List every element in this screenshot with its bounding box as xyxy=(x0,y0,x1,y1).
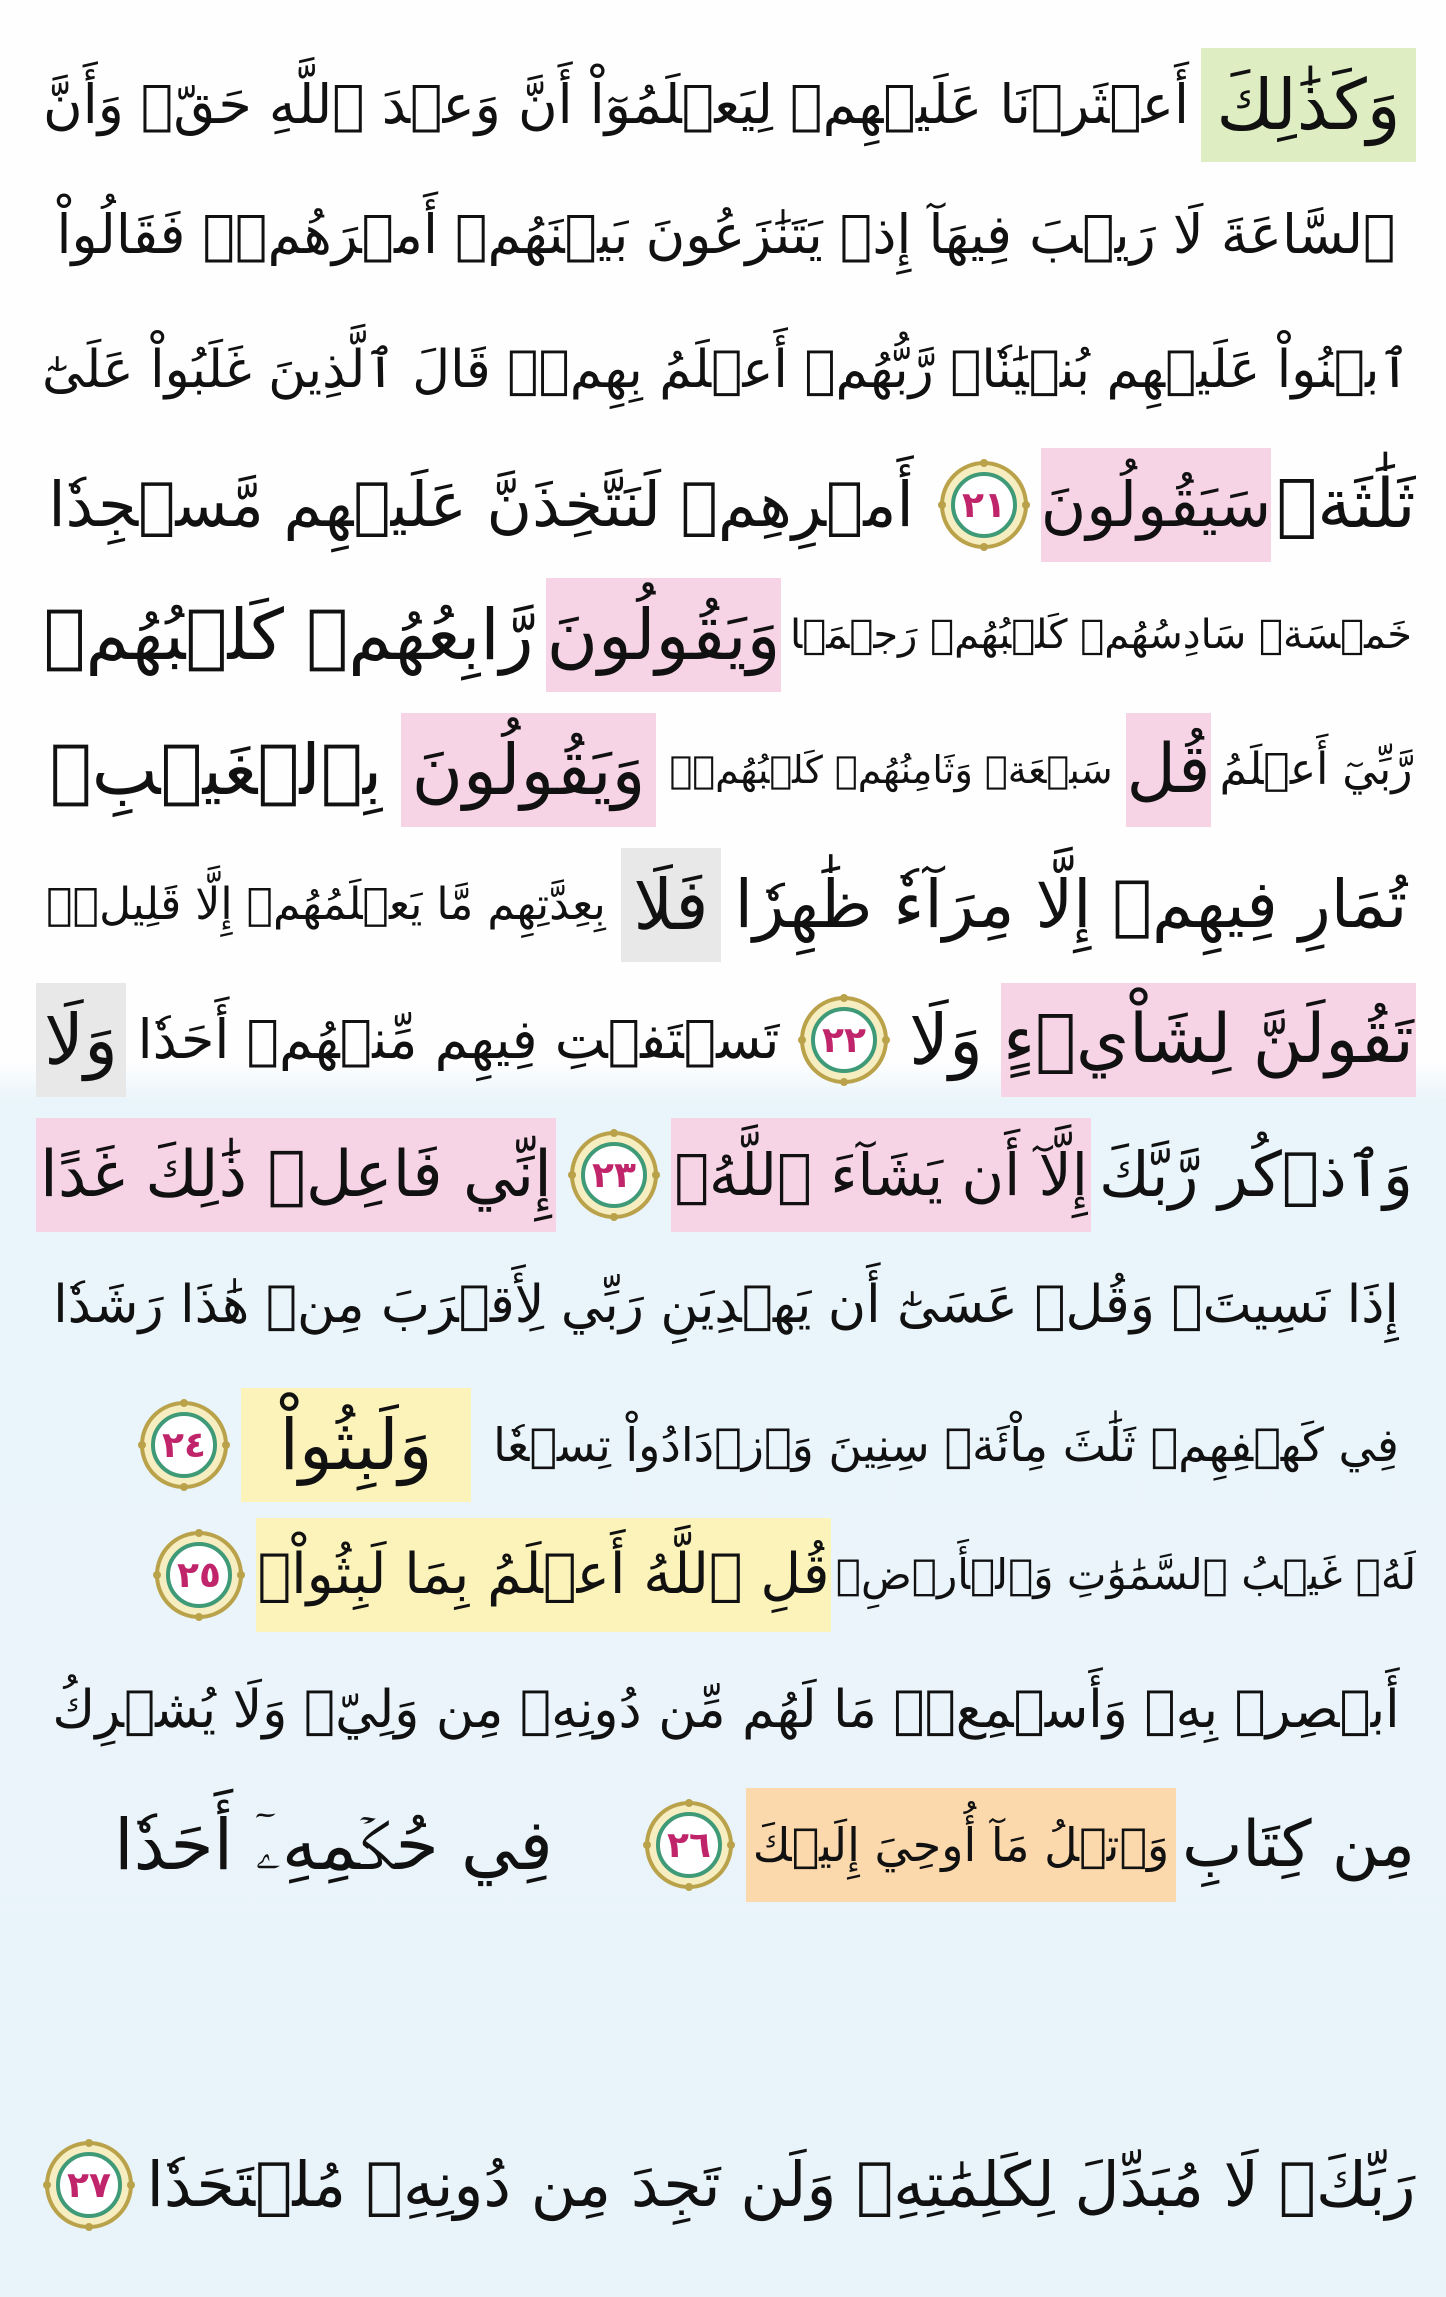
highlighted-word: وَٱتۡلُ مَآ أُوحِيَ إِلَيۡكَ xyxy=(746,1788,1176,1902)
verse-text: رَبِّكَۖ لَا مُبَدِّلَ لِكَلِمَٰتِهِۦ وَلَن تَجِدَ مِن دُونِهِۦ مُلۡتَحَدٗا xyxy=(146,2148,1416,2221)
highlighted-word: وَيَقُولُونَ xyxy=(546,578,781,692)
verse-text: تَسۡتَفۡتِ فِيهِم مِّنۡهُمۡ أَحَدٗا xyxy=(137,1008,780,1071)
verse-text: فِي كَهۡفِهِمۡ ثَلَٰثَ مِاْئَةٖ سِنِينَ وَٱزۡدَادُواْ تِسۡعٗا xyxy=(493,1418,1399,1472)
verse-text: بِٱلۡغَيۡبِۖ xyxy=(49,729,383,811)
verse-number-marker xyxy=(937,458,1031,552)
highlighted-word: وَلَا xyxy=(36,983,126,1097)
verse-text: رَّابِعُهُمۡ كَلۡبُهُمۡ xyxy=(43,594,534,676)
quran-line xyxy=(0,1780,1446,1910)
highlighted-word: فَلَا xyxy=(621,848,721,962)
verse-number: ٢٣ xyxy=(592,1154,636,1196)
verse-text: مِن كِتَابِ xyxy=(1182,1808,1415,1882)
quran-line xyxy=(0,170,1446,300)
highlighted-word: تَقُولَنَّ لِشَاْيۡءٍ xyxy=(1001,983,1416,1097)
verse-number-marker xyxy=(567,1128,661,1222)
verse-text: تُمَارِ فِيهِمۡ إِلَّا مِرَآءٗ ظَٰهِرٗا xyxy=(734,866,1408,943)
verse-number: ٢١ xyxy=(962,484,1006,526)
verse-number-marker xyxy=(642,1798,736,1892)
quran-line xyxy=(0,1380,1446,1510)
verse-number: ٢٧ xyxy=(67,2164,111,2206)
verse-text: أَمۡرِهِمۡ لَنَتَّخِذَنَّ عَلَيۡهِم مَّسۡجِدٗا xyxy=(48,468,914,541)
quran-line xyxy=(0,1110,1446,1240)
quran-line xyxy=(0,840,1446,970)
quran-line xyxy=(0,570,1446,700)
verse-text: أَعۡثَرۡنَا عَلَيۡهِمۡ لِيَعۡلَمُوٓاْ أَنَّ وَعۡدَ ٱللَّهِ حَقّٞ وَأَنَّ xyxy=(43,73,1189,136)
quran-line xyxy=(0,705,1446,835)
verse-text: رَّبِّيٓ أَعۡلَمُ xyxy=(1219,744,1413,795)
highlighted-word: وَكَذَٰلِكَ xyxy=(1201,48,1416,162)
verse-text: وَٱذۡكُر رَّبَّكَ xyxy=(1099,1138,1413,1211)
verse-text: ٱلسَّاعَةَ لَا رَيۡبَ فِيهَآ إِذۡ يَتَنَٰزَعُونَ بَيۡنَهُمۡ أَمۡرَهُمۡۖ فَقَالُواْ xyxy=(56,203,1396,266)
verse-number-marker xyxy=(137,1398,231,1492)
verse-number-marker xyxy=(152,1528,246,1622)
verse-number: ٢٤ xyxy=(162,1424,206,1466)
quran-line xyxy=(0,2120,1446,2250)
verse-text: خَمۡسَةٞ سَادِسُهُمۡ كَلۡبُهُمۡ رَجۡمَۢا xyxy=(790,612,1413,658)
verse-text: سَبۡعَةٞ وَثَامِنُهُمۡ كَلۡبُهُمۡۚ xyxy=(669,748,1113,792)
verse-text: لَهُۥ غَيۡبُ ٱلسَّمَٰوَٰتِ وَٱلۡأَرۡضِۖ xyxy=(836,1550,1416,1599)
quran-line xyxy=(0,975,1446,1105)
quran-line xyxy=(0,40,1446,170)
verse-text: ثَلَٰثَةٞ xyxy=(1276,465,1416,544)
verse-text: وَلَا xyxy=(909,999,983,1081)
verse-text: بِعِدَّتِهِم مَّا يَعۡلَمُهُمۡ إِلَّا قَلِيلٞۗ xyxy=(46,879,606,930)
verse-number: ٢٢ xyxy=(822,1019,866,1061)
quran-line xyxy=(0,1645,1446,1775)
verse-number-marker xyxy=(797,993,891,1087)
verse-number-marker xyxy=(42,2138,136,2232)
highlighted-word: قُلِ ٱللَّهُ أَعۡلَمُ بِمَا لَبِثُواْۖ xyxy=(256,1518,831,1632)
highlighted-word: إِنِّي فَاعِلٞ ذَٰلِكَ غَدًا xyxy=(36,1118,556,1232)
highlighted-word: وَيَقُولُونَ xyxy=(401,713,656,827)
quran-line xyxy=(0,1510,1446,1640)
verse-text: ٱبۡنُواْ عَلَيۡهِم بُنۡيَٰنٗاۖ رَّبُّهُمۡ أَعۡلَمُ بِهِمۡۚ قَالَ ٱلَّذِينَ غَلَبُواْ عَلَىٰٓ xyxy=(42,340,1410,400)
verse-text: أَبۡصِرۡ بِهِۦ وَأَسۡمِعۡۚ مَا لَهُم مِّن دُونِهِۦ مِن وَلِيّٖ وَلَا يُشۡرِكُ xyxy=(52,1680,1400,1740)
verse-number: ٢٦ xyxy=(667,1824,711,1866)
quran-line xyxy=(0,305,1446,435)
highlighted-word: سَيَقُولُونَ xyxy=(1041,448,1271,562)
quran-line xyxy=(0,440,1446,570)
verse-number: ٢٥ xyxy=(177,1554,221,1596)
highlighted-word: وَلَبِثُواْ xyxy=(241,1388,471,1502)
verse-text: فِي حُكۡمِهِۦٓ أَحَدٗا xyxy=(114,1804,553,1886)
highlighted-word: قُل xyxy=(1126,713,1211,827)
verse-text: إِذَا نَسِيتَۚ وَقُلۡ عَسَىٰٓ أَن يَهۡدِيَنِ رَبِّي لِأَقۡرَبَ مِنۡ هَٰذَا رَشَدٗا xyxy=(53,1275,1399,1335)
highlighted-word: إِلَّآ أَن يَشَآءَ ٱللَّهُۚ xyxy=(671,1118,1091,1232)
quran-line xyxy=(0,1240,1446,1370)
